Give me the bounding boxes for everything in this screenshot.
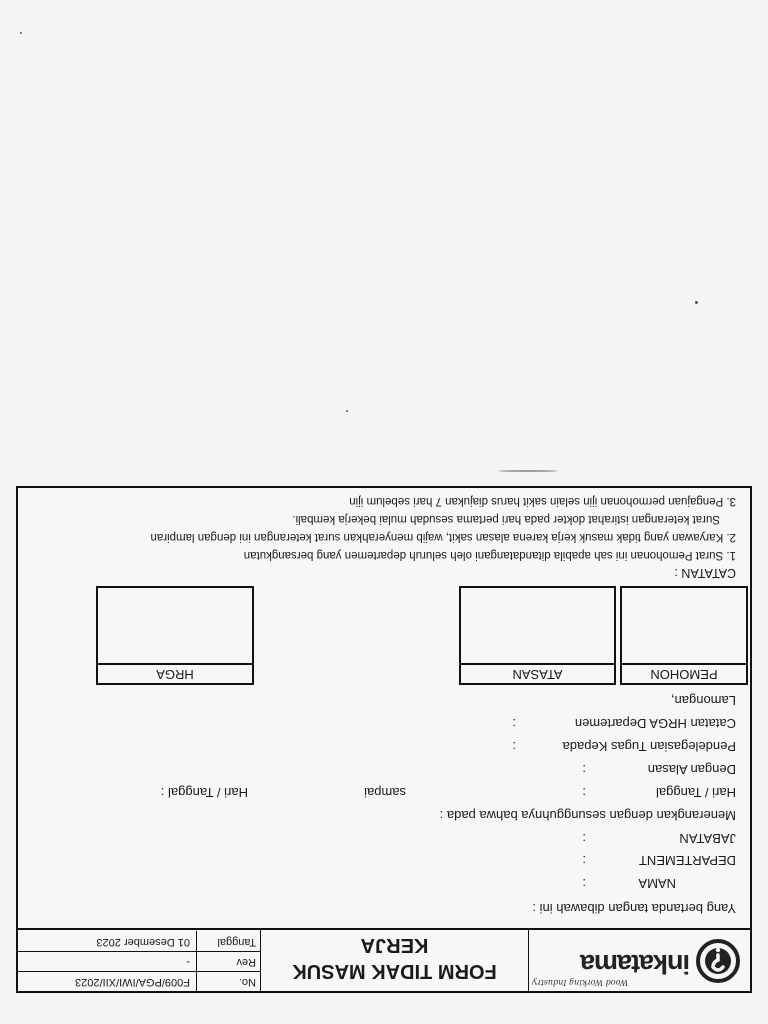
- company-logo-icon: [696, 939, 740, 983]
- logo-tagline: Wood Working Industry: [532, 978, 628, 987]
- date-to-label: Hari / Tanggal :: [160, 785, 248, 800]
- logo-wordmark: inkatama: [580, 949, 690, 979]
- meta-row-number: [18, 971, 260, 991]
- signature-label-hrga: HRGA: [98, 663, 252, 683]
- hrga-note-label: Catatan HRGA Departemen: [574, 716, 736, 731]
- signature-label-atasan: ATASAN: [461, 663, 614, 683]
- scan-speck: [346, 410, 348, 412]
- form-header: [18, 928, 750, 991]
- form-frame: [16, 486, 752, 993]
- note-item-2-continued: Surat keterangan istirahat dokter pada hari pertama sesudah mulai bekerja kembali.: [292, 513, 720, 525]
- notes-title: CATATAN :: [674, 566, 736, 580]
- departement-label: DEPARTEMENT: [638, 853, 736, 868]
- form-title-line-1: FORM TIDAK MASUK: [292, 960, 497, 982]
- meta-value: F009/PGA/IWI/XII/2023: [75, 976, 190, 988]
- scan-mark: [498, 470, 558, 472]
- meta-row-date: [18, 931, 260, 951]
- meta-row-rev: [18, 951, 260, 971]
- form-title-line-2: KERJA: [360, 934, 429, 956]
- signature-box-atasan: [459, 586, 616, 685]
- reason-colon: :: [582, 762, 586, 777]
- delegation-colon: :: [512, 739, 516, 754]
- meta-value: 01 Desember 2023: [96, 936, 190, 948]
- statement-text: Menerangkan dengan sesungguhnya bahwa pada :: [439, 808, 736, 823]
- nama-label: NAMA: [638, 876, 676, 891]
- meta-label: No.: [196, 972, 260, 991]
- signature-label-pemohon: PEMOHON: [622, 663, 746, 683]
- nama-colon: :: [582, 876, 586, 891]
- meta-label: Rev: [196, 952, 260, 971]
- scan-speck: [695, 301, 698, 304]
- signature-box-hrga: [96, 586, 254, 685]
- scan-speck: [20, 32, 22, 34]
- logo-cell: [528, 930, 750, 991]
- note-item-3: 3. Pengajuan permohonan ijin selain sakit harus diajukan 7 hari sebelum ijin: [349, 495, 736, 507]
- date-sampai-text: sampai: [364, 785, 406, 800]
- note-item-2: 2. Karyawan yang tidak masuk kerja karena alasan sakit, wajib menyerahkan surat keterangan ini dengan lampiran: [150, 531, 736, 543]
- intro-text: Yang bertanda tangan dibawah ini :: [532, 901, 736, 916]
- jabatan-colon: :: [582, 831, 586, 846]
- hrga-note-colon: :: [512, 716, 516, 731]
- reason-label: Dengan Alasan: [647, 762, 736, 777]
- form-title-cell: [260, 930, 528, 991]
- meta-label: Tanggal: [196, 931, 260, 951]
- place-text: Lamongan,: [670, 693, 736, 708]
- note-item-1: 1. Surat Pemohonan ini sah apabila ditandatangani oleh seluruh departemen yang bersangkutan: [243, 549, 736, 561]
- date-from-colon: :: [582, 785, 586, 800]
- delegation-label: Pendelegasian Tugas Kepada: [562, 739, 736, 754]
- departement-colon: :: [582, 853, 586, 868]
- date-from-label: Hari / Tanggal: [656, 785, 736, 800]
- jabatan-label: JABATAN: [679, 831, 736, 846]
- document-meta-cell: [18, 930, 260, 991]
- signature-box-pemohon: [620, 586, 748, 685]
- meta-value: -: [186, 956, 190, 968]
